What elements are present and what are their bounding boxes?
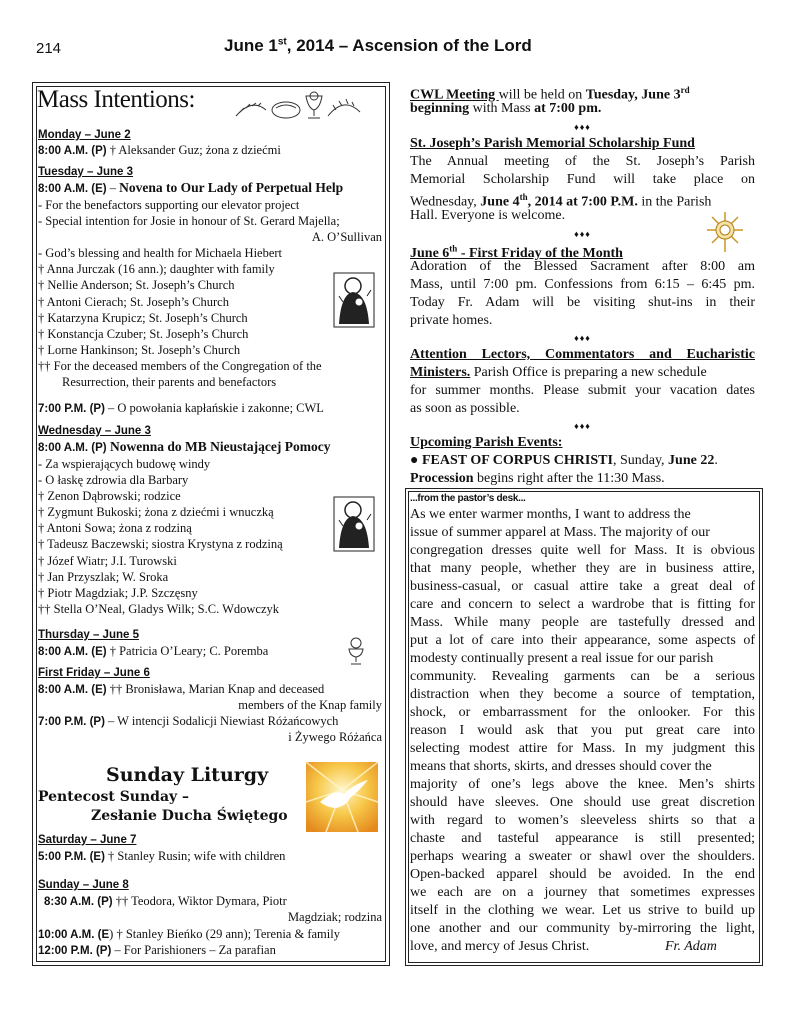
sunday-intention-3: 12:00 P.M. (P) – For Parishioners – Za parafian xyxy=(38,943,276,957)
thursday-intention: 8:00 A.M. (E) † Patricia O’Leary; C. Poremba xyxy=(38,644,269,658)
lectors-line: Ministers. Parish Office is preparing a new schedule xyxy=(410,365,707,380)
list-item: † Katarzyna Krupicz; St. Joseph’s Church xyxy=(38,311,248,325)
scholarship-heading: St. Joseph’s Parish Memorial Scholarship Fund xyxy=(410,136,695,151)
divider: ♦♦♦ xyxy=(574,229,591,239)
scholarship-line: Hall. Everyone is welcome. xyxy=(410,208,566,223)
list-item: † Zygmunt Bukoski; żona z dziećmi i wnuczką xyxy=(38,505,274,519)
list-item: † Lorne Hankinson; St. Joseph’s Church xyxy=(38,343,241,357)
friday-evening-intention: 7:00 P.M. (P) – W intencji Sodalicji Niewiast Różańcowych xyxy=(38,714,339,728)
tuesday-novena: 8:00 A.M. (E) – Novena to Our Lady of Perpetual Help xyxy=(38,180,344,195)
sunday-intention-1-cont: Magdziak; rodzina xyxy=(287,910,382,924)
pastor-line: one another and our community by-mirroring the light, xyxy=(410,921,755,936)
pastor-line: that many people, whether they are in business attire, xyxy=(410,561,755,576)
pentecost-heading: Pentecost Sunday – xyxy=(38,789,190,805)
pastor-line: reason I would ask that you put great care into xyxy=(410,723,755,738)
tuesday-evening-intention: 7:00 P.M. (P) – O powołania kapłańskie i zakonne; CWL xyxy=(38,401,324,415)
saturday-intention: 5:00 P.M. (E) † Stanley Rusin; wife with children xyxy=(38,849,286,863)
list-item: † Jan Przyszlak; W. Sroka xyxy=(38,570,169,584)
first-friday-notice-heading: June 6th - First Friday of the Month xyxy=(410,243,623,261)
saturday-heading: Saturday – June 7 xyxy=(38,834,137,846)
list-item: - Za wspierających budowę windy xyxy=(38,457,211,471)
lectors-line: for summer months. Please submit your vacation dates xyxy=(410,383,755,398)
events-line: ● FEAST OF CORPUS CHRISTI, Sunday, June 22. xyxy=(410,453,718,468)
list-item: A. O’Sullivan xyxy=(311,230,382,244)
pastor-line: chaste and tasteful appearance is still presented; xyxy=(410,831,755,846)
scholarship-line: The Annual meeting of the St. Joseph’s Parish xyxy=(410,154,755,169)
wednesday-heading: Wednesday – June 3 xyxy=(38,425,151,437)
eucharist-banner-icon xyxy=(232,90,364,122)
pastor-line: care and concern to select a wardrobe that is fitting for xyxy=(410,597,755,612)
pastor-line: issue of summer apparel at Mass. The majority of our xyxy=(410,525,710,540)
sunday-intention-1: 8:30 A.M. (P) †† Teodora, Wiktor Dymara, Piotr xyxy=(44,894,287,908)
scholarship-line: Wednesday, June 4th, 2014 at 7:00 P.M. in the Parish xyxy=(410,192,712,210)
pastor-line: distraction when they become a source of temptation, xyxy=(410,687,755,702)
chalice-icon xyxy=(344,636,368,666)
mass-intentions-heading: Mass Intentions: xyxy=(37,86,195,113)
list-item: †† For the deceased members of the Congregation of the xyxy=(38,359,322,373)
pastor-line: majority of one’s legs above the knee. Men’s shirts xyxy=(410,777,755,792)
list-item: - O łaskę zdrowia dla Barbary xyxy=(38,473,189,487)
list-item: † Anna Jurczak (16 ann.); daughter with family xyxy=(38,262,275,276)
our-lady-icon xyxy=(333,272,375,328)
pastor-line: with regard to women’s sleeveless shirts so that a xyxy=(410,813,755,828)
pastor-line: shock, or embarrassment for the onlooker. For this xyxy=(410,705,755,720)
pentecost-polish-heading: Zesłanie Ducha Świętego xyxy=(91,808,288,824)
holy-spirit-dove-icon xyxy=(306,762,378,832)
divider: ♦♦♦ xyxy=(574,421,591,431)
pastor-line: Mass. While many people are tastefully dressed and xyxy=(410,615,755,630)
list-item: † Konstancja Czuber; St. Joseph’s Church xyxy=(38,327,249,341)
page-number: 214 xyxy=(36,40,62,57)
cwl-meeting-notice: CWL Meeting will be held on Tuesday, June 3rd xyxy=(410,85,690,103)
divider: ♦♦♦ xyxy=(574,122,591,132)
pastor-line: selecting modest attire for Mass. In my judgment this xyxy=(410,741,755,756)
friday-evening-cont: i Żywego Różańca xyxy=(288,730,382,744)
pastor-line: itself in the clothing we wear. Let us strive to build up xyxy=(410,903,755,918)
pastor-line: community. Revealing garments can be a serious xyxy=(410,669,755,684)
pastor-line: put a lot of care into their appearance, some aspects of xyxy=(410,633,755,648)
monday-intention: 8:00 A.M. (P) † Aleksander Guz; żona z dziećmi xyxy=(38,143,281,157)
list-item: - God’s blessing and health for Michaela Hiebert xyxy=(38,246,283,260)
first-friday-line: private homes. xyxy=(410,313,493,328)
lectors-line: as soon as possible. xyxy=(410,401,520,416)
list-item: † Antoni Cierach; St. Joseph’s Church xyxy=(38,295,229,309)
thursday-heading: Thursday – June 5 xyxy=(38,629,139,641)
pastor-line: As we enter warmer months, I want to address the xyxy=(410,507,691,522)
divider: ♦♦♦ xyxy=(574,333,591,343)
cwl-meeting-notice-line2: beginning with Mass at 7:00 pm. xyxy=(410,101,602,116)
list-item: † Nellie Anderson; St. Joseph’s Church xyxy=(38,278,235,292)
sunday-heading: Sunday – June 8 xyxy=(38,879,129,891)
pastor-line: we each are on a journey that sometimes expresses xyxy=(410,885,755,900)
first-friday-line: Mass, until 7:00 pm. Confessions from 6:15 – 6:45 pm. xyxy=(410,277,755,292)
pastor-line: business-casual, or casual attire take a great deal of xyxy=(410,579,755,594)
first-friday-line: Adoration of the Blessed Sacrament after 8:00 am xyxy=(410,259,755,274)
list-item: † Zenon Dąbrowski; rodzice xyxy=(38,489,181,503)
pastor-signature: Fr. Adam xyxy=(665,939,717,954)
friday-morning-intention: 8:00 A.M. (E) †† Bronisława, Marian Knap and deceased xyxy=(38,682,325,696)
list-item: † Antoni Sowa; żona z rodziną xyxy=(38,521,192,535)
lectors-heading: Attention Lectors, Commentators and Eucharistic xyxy=(410,347,755,362)
first-friday-line: Today Fr. Adam will be visiting shut-ins in their xyxy=(410,295,755,310)
monday-heading: Monday – June 2 xyxy=(38,129,131,141)
page-title: June 1st, 2014 – Ascension of the Lord xyxy=(224,36,532,55)
list-item: † Piotr Magdziak; J.P. Szczęsny xyxy=(38,586,198,600)
list-item: †† Stella O’Neal, Gladys Wilk; S.C. Wdowczyk xyxy=(38,602,280,616)
pastor-line: should have sleeves. One should use great discretion xyxy=(410,795,755,810)
tuesday-heading: Tuesday – June 3 xyxy=(38,166,134,178)
wednesday-novena: 8:00 A.M. (P) Nowenna do MB Nieustającej Pomocy xyxy=(38,439,331,454)
list-item: - Special intention for Josie in honour of St. Gerard Majella; xyxy=(38,214,340,228)
first-friday-heading: First Friday – June 6 xyxy=(38,667,150,679)
events-heading: Upcoming Parish Events: xyxy=(410,435,563,450)
pastor-line: perhaps wearing a sweater or shawl over the shoulders. xyxy=(410,849,755,864)
pastor-line: congregation dresses quite well for Mass. It is obvious xyxy=(410,543,755,558)
pastor-line: means that shorts, skirts, and dresses should cover the xyxy=(410,759,712,774)
list-item: - For the benefactors supporting our elevator project xyxy=(38,198,300,212)
list-item: † Józef Wiatr; J.I. Turowski xyxy=(38,554,177,568)
pastor-line: love, and mercy of Jesus Christ. xyxy=(410,939,590,954)
pastor-line: Open-backed apparel should be avoided. In the end xyxy=(410,867,755,882)
sunday-liturgy-heading: Sunday Liturgy xyxy=(106,764,269,786)
list-item: † Tadeusz Baczewski; siostra Krystyna z rodziną xyxy=(38,537,283,551)
pastors-desk-heading: ...from the pastor’s desk... xyxy=(410,493,526,504)
friday-morning-cont: members of the Knap family xyxy=(238,698,382,712)
pastor-line: modesty continually present a real issue for our parish xyxy=(410,651,714,666)
scholarship-line: Memorial Scholarship Fund will take place on xyxy=(410,172,755,187)
our-lady-icon xyxy=(333,496,375,552)
sunday-intention-2: 10:00 A.M. (E) † Stanley Bieńko (29 ann); Terenia & family xyxy=(38,927,340,941)
list-item: Resurrection, their parents and benefactors xyxy=(62,375,277,389)
events-line: Procession begins right after the 11:30 Mass. xyxy=(410,471,665,486)
